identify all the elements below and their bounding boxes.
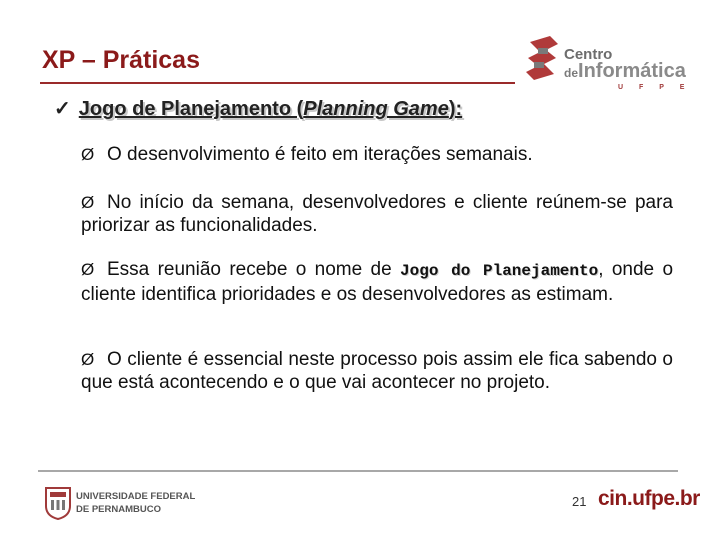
- logo-text-ufpe: U F P E: [618, 84, 692, 91]
- logo-text-centro: Centro: [564, 46, 613, 63]
- logo-text-informatica-main: Informática: [578, 60, 686, 82]
- cin-logo-icon: [520, 34, 564, 84]
- bullet-text-3-before: Essa reunião recebe o nome de: [107, 259, 392, 280]
- bullet-text-1: O desenvolvimento é feito em iterações semanais.: [107, 144, 533, 165]
- university-name-line2: DE PERNAMBUCO: [76, 504, 161, 515]
- bullet-item-2: [81, 191, 673, 237]
- bullet-item-3: [81, 258, 673, 306]
- logo-text-informatica: [564, 60, 686, 83]
- site-url[interactable]: cin.ufpe.br: [598, 487, 700, 510]
- bullet-item-4: [81, 348, 673, 394]
- university-name-line1: UNIVERSIDADE FEDERAL: [76, 491, 196, 502]
- bullet-item-1: [81, 143, 673, 166]
- subheading-text: Jogo de Planejamento (Planning Game):: [78, 98, 463, 120]
- arrow-bullet-icon: Ø: [81, 260, 95, 279]
- bullet-text-3-after: , onde o cliente identifica prioridades e os desenvolvedores as estimam.: [81, 259, 674, 305]
- bullet-highlight-term: Jogo do Planejamento: [400, 262, 599, 280]
- subheading-italic: Planning Game: [303, 98, 449, 120]
- bullet-text-4: O cliente é essencial neste processo pois assim ele fica sabendo o que está acontecendo e o que vai acontecer no projeto.: [81, 349, 673, 393]
- subheading: [54, 96, 462, 121]
- arrow-bullet-icon: Ø: [81, 193, 95, 212]
- logo-text-de: de: [564, 66, 579, 80]
- slide-title: XP – Práticas: [42, 46, 200, 74]
- bullet-text-2: No início da semana, desenvolvedores e cliente reúnem-se para priorizar as funcionalidades.: [81, 192, 673, 236]
- arrow-bullet-icon: Ø: [81, 350, 95, 369]
- ufpe-crest-icon: [44, 486, 72, 520]
- arrow-bullet-icon: Ø: [81, 145, 95, 164]
- cin-logo: [520, 32, 692, 91]
- footer-divider: [38, 470, 678, 472]
- check-icon: ✓: [54, 98, 71, 120]
- university-name: [76, 490, 195, 516]
- title-divider: [40, 82, 515, 84]
- page-number: 21: [572, 494, 587, 509]
